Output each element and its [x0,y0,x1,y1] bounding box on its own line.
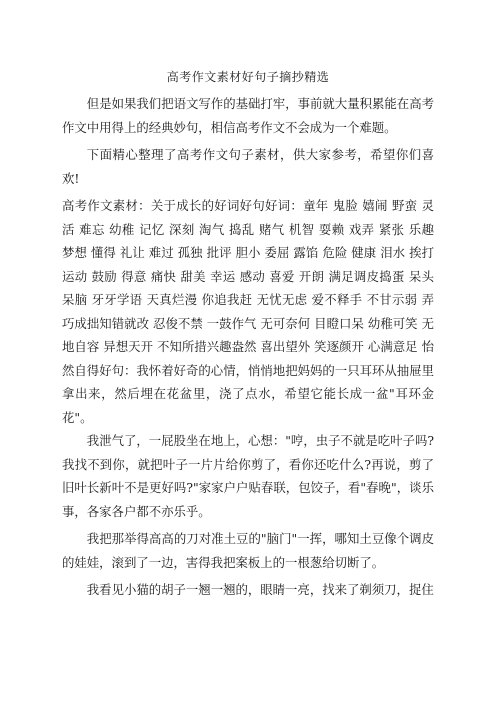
paragraph-bug-story: 我泄气了，一屁股坐在地上，心想："哼，虫子不就是吃叶子吗?我找不到你，就把叶子一片片给你剪了，看你还吃什么?再说，剪了旧叶长新叶不是更好吗?"家家户户贴春联，包饺子，看"春晚"，谈乐事，各家各户都不亦乐乎。 [62,433,434,519]
paragraph-lead: 下面精心整理了高考作文句子素材，供大家参考，希望你们喜欢! [62,147,434,186]
document-title: 高考作文素材好句子摘抄精选 [166,70,330,84]
paragraph-cat-story: 我看见小猫的胡子一翘一翘的，眼睛一亮，找来了剃须刀，捉住 [86,582,434,597]
paragraph-intro: 但是如果我们把语文写作的基础打牢，事前就大量积累能在高考作文中用得上的经典妙句，相信高考作文不会成为一个难题。 [62,96,434,135]
paragraph-potato-story: 我把那举得高高的刀对准土豆的"脑门"一挥，哪知土豆像个调皮的娃娃，滚到了一边，害得我把案板上的一根葱给切断了。 [62,531,434,570]
document-page [62,68,434,606]
paragraph-vocabulary: 高考作文素材：关于成长的好词好句好词：童年 鬼脸 嬉闹 野蛮 灵活 难忘 幼稚 记忆 深刻 淘气 捣乱 赌气 机智 耍赖 戏弄 紧张 乐趣 梦想 懂得 礼让 难过 孤独 批评 胆小 委屈 露馅 危险 健康 泪水 挨打运动 鼓励 得意 痛快 甜美 幸运 感动 喜爱 开朗 满足调皮捣蛋 呆头呆脑 牙牙学语 天真烂漫 你追我赶 无忧无虑 爱不释手 不甘示弱 弄巧成拙知错就改 忍俊不禁 一鼓作气 无可奈何 目瞪口呆 幼稚可笑 无地自容 异想天开 不知所措兴趣盎然 喜出望外 笑逐颜开 心满意足 怡然自得好句：我怀着好奇的心情，悄悄地把妈妈的一只耳环从抽屉里拿出来，然后埋在花盆里，浇了点水，希望它能长成一盆"耳环金花"。 [62,198,434,425]
